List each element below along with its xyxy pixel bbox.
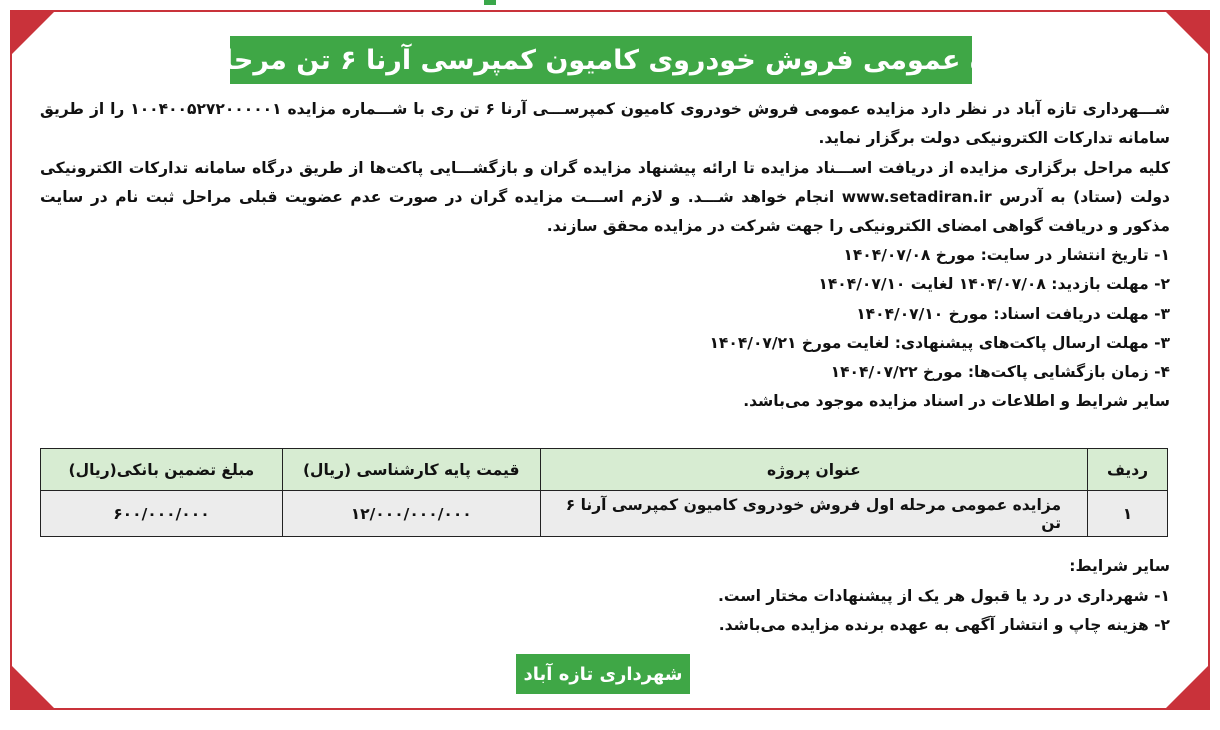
project-table [40,448,1168,537]
header-base-price: قیمت پایه کارشناسی (ریال) [282,449,540,491]
footer-signature: شهرداری تازه آباد [516,654,690,694]
intro-paragraph-1: شـــهرداری تازه آباد در نظر دارد مزایده عمومی فروش خودروی کامیون کمپرســـی آرنا ۶ تن ری با شـــماره مزایده ۱۰۰۴۰۰۵۲۷۲۰۰۰۰۰۱ را از طریق سامانه تدارکات الکترونیکی دولت برگزار نماید. [40,100,1170,148]
header-project-title: عنوان پروژه [540,449,1087,491]
cell-project-title: مزایده عمومی مرحله اول فروش خودروی کامیون کمپرسی آرنا ۶ تن [540,491,1087,537]
intro-paragraph-2 [40,154,1170,242]
condition-item: ۲- هزینه چاپ و انتشار آگهی به عهده برنده مزایده می‌باشد. [718,616,1170,634]
conditions-section [410,552,1170,641]
cell-row-number: ۱ [1088,491,1168,537]
schedule-item: ۳- مهلت دریافت اسناد: مورخ ۱۴۰۴/۰۷/۱۰ [856,304,1170,323]
table-row [41,491,1168,537]
schedule-item: ۱- تاریخ انتشار در سایت: مورخ ۱۴۰۴/۰۷/۰۸ [843,246,1170,264]
schedule-item: ۳- مهلت ارسال پاکت‌های پیشنهادی: لغایت مورخ ۱۴۰۴/۰۷/۲۱ [709,333,1170,352]
schedule-item: ۲- مهلت بازدید: ۱۴۰۴/۰۷/۰۸ لغایت ۱۴۰۴/۰۷/۱۰ [818,275,1170,294]
website-link[interactable]: www.setadiran.ir [841,187,992,206]
intro-paragraph-2-part-2: انجام خواهد شـــد. و لازم اســـت مزایده گران در صورت عدم عضویت قبلی مراحل ثبت نام در سایت مذکور و دریافت گواهی امضای الکترونیکی را جهت شرکت در مزایده محقق سازند. [40,187,1170,236]
cell-guarantee: ۶۰۰/۰۰۰/۰۰۰ [41,491,283,537]
intro-paragraph-2-part-1: کلیه مراحل برگزاری مزایده از دریافت اســـناد مزایده تا ارائه پیشنهاد مزایده گران و بازگشـــایی پاکت‌ها از طریق درگاه سامانه تدارکات الکترونیکی دولت (ستاد) به آدرس [40,158,1170,206]
schedule-note: سایر شرایط و اطلاعات در اسناد مزایده موجود می‌باشد. [743,392,1170,411]
corner-top-left [12,12,54,54]
cell-base-price: ۱۲/۰۰۰/۰۰۰/۰۰۰ [282,491,540,537]
page-title: مزایده عمومی فروش خودروی کامیون کمپرسی آرنا ۶ تن مرحله اول [230,36,972,84]
top-green-mark [484,0,496,5]
corner-bottom-right [1166,666,1208,708]
conditions-heading: سایر شرایط: [1069,557,1170,575]
header-row-number: ردیف [1088,449,1168,491]
schedule-list [410,241,1170,417]
schedule-item: ۴- زمان بازگشایی پاکت‌ها: مورخ ۱۴۰۴/۰۷/۲۲ [830,363,1170,382]
table-header-row [41,449,1168,491]
header-guarantee: مبلغ تضمین بانکی(ریال) [41,449,283,491]
corner-top-right [1166,12,1208,54]
intro-text [40,95,1170,241]
corner-bottom-left [12,666,54,708]
condition-item: ۱- شهرداری در رد یا قبول هر یک از پیشنهادات مختار است. [718,586,1170,605]
